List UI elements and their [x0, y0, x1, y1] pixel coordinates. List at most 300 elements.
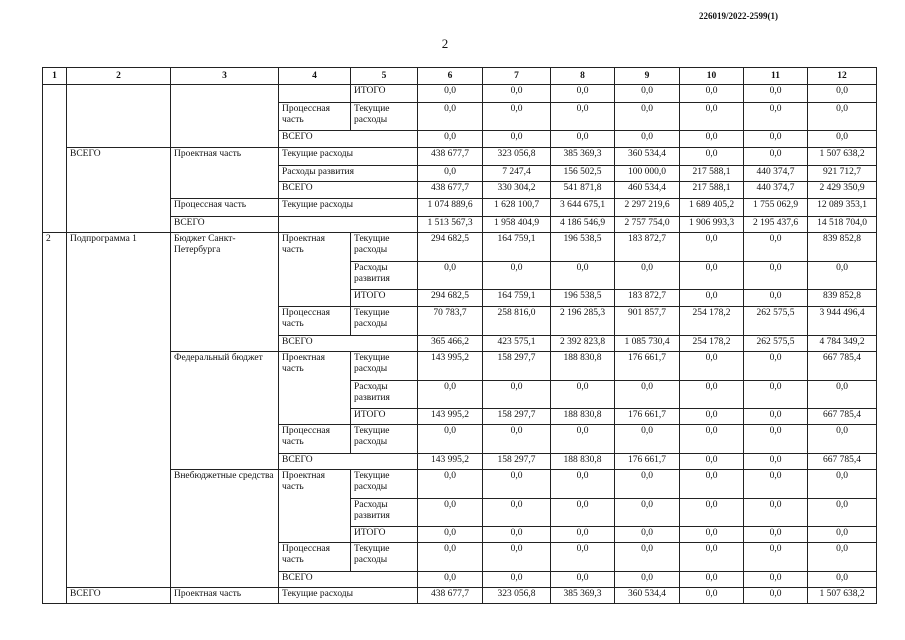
row-label-col3: [171, 499, 279, 527]
value-cell: 143 995,2: [418, 409, 483, 425]
row-label-col4: [279, 381, 351, 409]
value-cell: 667 785,4: [808, 454, 877, 470]
header-cell: 9: [615, 68, 680, 85]
value-cell: 164 759,1: [483, 233, 551, 262]
value-cell: 262 575,5: [744, 336, 808, 352]
value-cell: 70 783,7: [418, 307, 483, 336]
value-cell: 440 374,7: [744, 166, 808, 182]
value-cell: 0,0: [808, 131, 877, 148]
table-row: [43, 572, 877, 588]
value-cell: 0,0: [615, 543, 680, 572]
table-row: [43, 425, 877, 454]
value-cell: 262 575,5: [744, 307, 808, 336]
row-label-col4: ВСЕГО: [279, 572, 418, 588]
row-label-col1: [43, 425, 67, 454]
row-label-col4: [279, 527, 351, 543]
row-label-col4: Текущие расходы: [279, 148, 418, 166]
row-label-col4: Проектная часть: [279, 352, 351, 381]
table-row: [43, 166, 877, 182]
value-cell: 440 374,7: [744, 182, 808, 199]
row-label-col1: [43, 217, 67, 233]
row-label-col2: ВСЕГО: [67, 148, 171, 166]
value-cell: 0,0: [551, 470, 615, 499]
row-label-col3: [171, 336, 279, 352]
value-cell: 0,0: [483, 543, 551, 572]
value-cell: 423 575,1: [483, 336, 551, 352]
row-label-col3: [171, 103, 279, 131]
value-cell: 196 538,5: [551, 233, 615, 262]
value-cell: 0,0: [615, 131, 680, 148]
header-cell: 4: [279, 68, 351, 85]
value-cell: 2 195 437,6: [744, 217, 808, 233]
value-cell: 2 392 823,8: [551, 336, 615, 352]
row-label-col2: [67, 527, 171, 543]
value-cell: 0,0: [744, 470, 808, 499]
value-cell: 0,0: [418, 131, 483, 148]
row-label-col5: ИТОГО: [351, 527, 418, 543]
value-cell: 254 178,2: [680, 307, 744, 336]
row-label-col2: [67, 381, 171, 409]
value-cell: 0,0: [615, 527, 680, 543]
value-cell: 0,0: [744, 381, 808, 409]
value-cell: 183 872,7: [615, 233, 680, 262]
value-cell: 0,0: [744, 233, 808, 262]
row-label-col4: Проектная часть: [279, 470, 351, 499]
value-cell: 839 852,8: [808, 233, 877, 262]
value-cell: 2 757 754,0: [615, 217, 680, 233]
row-label-col4: Текущие расходы: [279, 199, 418, 217]
table-row: [43, 307, 877, 336]
table-row: [43, 336, 877, 352]
value-cell: 0,0: [680, 381, 744, 409]
value-cell: 0,0: [680, 543, 744, 572]
value-cell: 1 085 730,4: [615, 336, 680, 352]
row-label-col5: Текущие расходы: [351, 233, 418, 262]
row-label-col1: [43, 85, 67, 103]
value-cell: 2 196 285,3: [551, 307, 615, 336]
row-label-col4: [279, 290, 351, 307]
value-cell: 0,0: [615, 425, 680, 454]
value-cell: 0,0: [483, 103, 551, 131]
value-cell: 0,0: [615, 470, 680, 499]
row-label-col4: [279, 217, 418, 233]
value-cell: 0,0: [744, 543, 808, 572]
value-cell: 0,0: [680, 470, 744, 499]
value-cell: 0,0: [615, 572, 680, 588]
value-cell: 0,0: [680, 352, 744, 381]
value-cell: 438 677,7: [418, 182, 483, 199]
row-label-col3: [171, 454, 279, 470]
value-cell: 0,0: [808, 103, 877, 131]
value-cell: 541 871,8: [551, 182, 615, 199]
value-cell: 921 712,7: [808, 166, 877, 182]
value-cell: 0,0: [744, 454, 808, 470]
value-cell: 0,0: [551, 499, 615, 527]
value-cell: 0,0: [551, 262, 615, 290]
value-cell: 0,0: [680, 425, 744, 454]
table-row: [43, 131, 877, 148]
value-cell: 217 588,1: [680, 182, 744, 199]
row-label-col5: Текущие расходы: [351, 352, 418, 381]
table-row: [43, 217, 877, 233]
value-cell: 0,0: [808, 572, 877, 588]
row-label-col1: [43, 103, 67, 131]
value-cell: 438 677,7: [418, 148, 483, 166]
row-label-col3: ВСЕГО: [171, 217, 279, 233]
value-cell: 0,0: [680, 148, 744, 166]
row-label-col1: [43, 182, 67, 199]
value-cell: 0,0: [808, 262, 877, 290]
value-cell: 176 661,7: [615, 454, 680, 470]
row-label-col3: [171, 527, 279, 543]
row-label-col4: Процессная часть: [279, 425, 351, 454]
value-cell: 0,0: [744, 85, 808, 103]
row-label-col2: [67, 470, 171, 499]
table-row: [43, 588, 877, 604]
table-row: [43, 409, 877, 425]
value-cell: 330 304,2: [483, 182, 551, 199]
row-label-col2: [67, 409, 171, 425]
row-label-col1: 2: [43, 233, 67, 262]
row-label-col3: [171, 262, 279, 290]
value-cell: 0,0: [483, 262, 551, 290]
table-row: [43, 381, 877, 409]
table-row: [43, 85, 877, 103]
row-label-col2: [67, 336, 171, 352]
row-label-col1: [43, 166, 67, 182]
value-cell: 12 089 353,1: [808, 199, 877, 217]
row-label-col3: [171, 307, 279, 336]
value-cell: 0,0: [418, 103, 483, 131]
value-cell: 901 857,7: [615, 307, 680, 336]
document-number: 226019/2022-2599(1): [699, 11, 778, 21]
row-label-col5: ИТОГО: [351, 409, 418, 425]
row-label-col1: [43, 290, 67, 307]
row-label-col3: [171, 290, 279, 307]
value-cell: 1 074 889,6: [418, 199, 483, 217]
value-cell: 0,0: [744, 425, 808, 454]
row-label-col2: [67, 425, 171, 454]
row-label-col2: [67, 454, 171, 470]
value-cell: 143 995,2: [418, 352, 483, 381]
value-cell: 0,0: [551, 543, 615, 572]
row-label-col4: [279, 85, 351, 103]
row-label-col1: [43, 588, 67, 604]
value-cell: 360 534,4: [615, 588, 680, 604]
table-row: [43, 148, 877, 166]
row-label-col1: [43, 572, 67, 588]
value-cell: 1 755 062,9: [744, 199, 808, 217]
value-cell: 385 369,3: [551, 148, 615, 166]
value-cell: 258 816,0: [483, 307, 551, 336]
value-cell: 0,0: [744, 352, 808, 381]
row-label-col3: [171, 572, 279, 588]
row-label-col3: [171, 409, 279, 425]
row-label-col1: [43, 148, 67, 166]
value-cell: 294 682,5: [418, 290, 483, 307]
header-cell: 7: [483, 68, 551, 85]
value-cell: 183 872,7: [615, 290, 680, 307]
value-cell: 0,0: [483, 572, 551, 588]
row-label-col4: Процессная часть: [279, 103, 351, 131]
value-cell: 3 644 675,1: [551, 199, 615, 217]
value-cell: 1 906 993,3: [680, 217, 744, 233]
row-label-col2: ВСЕГО: [67, 588, 171, 604]
value-cell: 0,0: [744, 527, 808, 543]
value-cell: 323 056,8: [483, 148, 551, 166]
value-cell: 158 297,7: [483, 352, 551, 381]
value-cell: 176 661,7: [615, 352, 680, 381]
value-cell: 839 852,8: [808, 290, 877, 307]
value-cell: 0,0: [615, 262, 680, 290]
value-cell: 0,0: [808, 470, 877, 499]
value-cell: 1 507 638,2: [808, 588, 877, 604]
value-cell: 323 056,8: [483, 588, 551, 604]
row-label-col2: [67, 103, 171, 131]
row-label-col1: [43, 199, 67, 217]
header-cell: 5: [351, 68, 418, 85]
value-cell: 164 759,1: [483, 290, 551, 307]
value-cell: 0,0: [744, 499, 808, 527]
row-label-col3: Проектная часть: [171, 588, 279, 604]
value-cell: 176 661,7: [615, 409, 680, 425]
row-label-col2: [67, 499, 171, 527]
value-cell: 0,0: [418, 527, 483, 543]
value-cell: 0,0: [680, 262, 744, 290]
value-cell: 0,0: [551, 131, 615, 148]
row-label-col1: [43, 336, 67, 352]
value-cell: 0,0: [551, 425, 615, 454]
row-label-col3: Бюджет Санкт-Петербурга: [171, 233, 279, 262]
row-label-col4: ВСЕГО: [279, 131, 418, 148]
header-cell: 6: [418, 68, 483, 85]
row-label-col3: [171, 85, 279, 103]
value-cell: 0,0: [808, 425, 877, 454]
row-label-col3: Внебюджетные средства: [171, 470, 279, 499]
value-cell: 254 178,2: [680, 336, 744, 352]
value-cell: 0,0: [680, 499, 744, 527]
header-cell: 2: [67, 68, 171, 85]
value-cell: 2 297 219,6: [615, 199, 680, 217]
header-cell: 10: [680, 68, 744, 85]
value-cell: 0,0: [551, 572, 615, 588]
value-cell: 0,0: [418, 543, 483, 572]
row-label-col4: Текущие расходы: [279, 588, 418, 604]
row-label-col2: [67, 262, 171, 290]
row-label-col5: ИТОГО: [351, 85, 418, 103]
row-label-col3: Процессная часть: [171, 199, 279, 217]
row-label-col5: Текущие расходы: [351, 470, 418, 499]
value-cell: 0,0: [418, 425, 483, 454]
value-cell: 0,0: [808, 381, 877, 409]
value-cell: 4 186 546,9: [551, 217, 615, 233]
row-label-col2: [67, 85, 171, 103]
row-label-col1: [43, 499, 67, 527]
row-label-col3: [171, 131, 279, 148]
value-cell: 1 628 100,7: [483, 199, 551, 217]
value-cell: 1 958 404,9: [483, 217, 551, 233]
value-cell: 0,0: [808, 527, 877, 543]
value-cell: 188 830,8: [551, 352, 615, 381]
value-cell: 0,0: [483, 381, 551, 409]
value-cell: 0,0: [418, 572, 483, 588]
row-label-col1: [43, 470, 67, 499]
row-label-col2: [67, 572, 171, 588]
table-row: [43, 199, 877, 217]
value-cell: 14 518 704,0: [808, 217, 877, 233]
value-cell: 0,0: [615, 499, 680, 527]
value-cell: 156 502,5: [551, 166, 615, 182]
row-label-col3: [171, 425, 279, 454]
value-cell: 1 513 567,3: [418, 217, 483, 233]
value-cell: 0,0: [551, 381, 615, 409]
row-label-col5: Расходы развития: [351, 499, 418, 527]
row-label-col3: [171, 381, 279, 409]
value-cell: 385 369,3: [551, 588, 615, 604]
table-row: [43, 352, 877, 381]
value-cell: 1 689 405,2: [680, 199, 744, 217]
value-cell: 0,0: [483, 425, 551, 454]
value-cell: 460 534,4: [615, 182, 680, 199]
value-cell: 294 682,5: [418, 233, 483, 262]
row-label-col4: [279, 409, 351, 425]
table-body: [43, 68, 877, 604]
table-row: [43, 103, 877, 131]
value-cell: 0,0: [551, 103, 615, 131]
table-row: [43, 527, 877, 543]
header-cell: 3: [171, 68, 279, 85]
row-label-col1: [43, 543, 67, 572]
row-label-col4: Процессная часть: [279, 543, 351, 572]
row-label-col4: Процессная часть: [279, 307, 351, 336]
row-label-col2: [67, 166, 171, 182]
value-cell: 0,0: [744, 262, 808, 290]
row-label-col1: [43, 131, 67, 148]
value-cell: 0,0: [808, 85, 877, 103]
value-cell: 0,0: [744, 103, 808, 131]
value-cell: 0,0: [744, 290, 808, 307]
row-label-col5: Текущие расходы: [351, 307, 418, 336]
table-row: [43, 182, 877, 199]
value-cell: 188 830,8: [551, 409, 615, 425]
value-cell: 0,0: [615, 103, 680, 131]
row-label-col5: Текущие расходы: [351, 103, 418, 131]
value-cell: 0,0: [680, 527, 744, 543]
value-cell: 217 588,1: [680, 166, 744, 182]
table-row: [43, 454, 877, 470]
value-cell: 0,0: [744, 148, 808, 166]
value-cell: 0,0: [744, 131, 808, 148]
value-cell: 0,0: [483, 499, 551, 527]
value-cell: 196 538,5: [551, 290, 615, 307]
row-label-col2: [67, 307, 171, 336]
row-label-col4: ВСЕГО: [279, 336, 418, 352]
row-label-col2: [67, 290, 171, 307]
value-cell: 0,0: [680, 103, 744, 131]
table-row: [43, 290, 877, 307]
table-row: [43, 233, 877, 262]
value-cell: 0,0: [483, 527, 551, 543]
page-number: 2: [441, 36, 449, 51]
value-cell: 1 507 638,2: [808, 148, 877, 166]
value-cell: 0,0: [808, 543, 877, 572]
row-label-col4: ВСЕГО: [279, 454, 418, 470]
value-cell: 0,0: [615, 381, 680, 409]
value-cell: 0,0: [744, 409, 808, 425]
table-row: [43, 499, 877, 527]
value-cell: 0,0: [680, 572, 744, 588]
value-cell: 3 944 496,4: [808, 307, 877, 336]
row-label-col5: Текущие расходы: [351, 425, 418, 454]
value-cell: 667 785,4: [808, 409, 877, 425]
value-cell: 0,0: [680, 85, 744, 103]
value-cell: 0,0: [418, 85, 483, 103]
row-label-col3: [171, 166, 279, 182]
row-label-col2: [67, 199, 171, 217]
row-label-col4: ВСЕГО: [279, 182, 418, 199]
value-cell: 4 784 349,2: [808, 336, 877, 352]
value-cell: 100 000,0: [615, 166, 680, 182]
value-cell: 143 995,2: [418, 454, 483, 470]
header-cell: 12: [808, 68, 877, 85]
row-label-col1: [43, 381, 67, 409]
value-cell: 360 534,4: [615, 148, 680, 166]
row-label-col4: [279, 499, 351, 527]
value-cell: 158 297,7: [483, 454, 551, 470]
header-cell: 1: [43, 68, 67, 85]
row-label-col5: Расходы развития: [351, 262, 418, 290]
value-cell: 0,0: [680, 454, 744, 470]
header-row: [43, 68, 877, 85]
row-label-col5: ИТОГО: [351, 290, 418, 307]
row-label-col2: [67, 131, 171, 148]
value-cell: 2 429 350,9: [808, 182, 877, 199]
value-cell: 0,0: [680, 131, 744, 148]
header-cell: 11: [744, 68, 808, 85]
value-cell: 0,0: [418, 262, 483, 290]
value-cell: 0,0: [418, 470, 483, 499]
row-label-col3: [171, 543, 279, 572]
budget-table: [42, 67, 877, 604]
value-cell: 0,0: [615, 85, 680, 103]
row-label-col1: [43, 454, 67, 470]
value-cell: 0,0: [680, 409, 744, 425]
value-cell: 0,0: [483, 131, 551, 148]
value-cell: 0,0: [744, 572, 808, 588]
value-cell: 0,0: [418, 499, 483, 527]
value-cell: 0,0: [551, 85, 615, 103]
header-cell: 8: [551, 68, 615, 85]
value-cell: 0,0: [744, 588, 808, 604]
row-label-col1: [43, 527, 67, 543]
row-label-col1: [43, 409, 67, 425]
row-label-col4: [279, 262, 351, 290]
value-cell: 0,0: [680, 588, 744, 604]
row-label-col2: [67, 217, 171, 233]
value-cell: 0,0: [680, 233, 744, 262]
value-cell: 0,0: [418, 166, 483, 182]
table-row: [43, 262, 877, 290]
row-label-col4: Проектная часть: [279, 233, 351, 262]
value-cell: 0,0: [483, 470, 551, 499]
row-label-col2: [67, 543, 171, 572]
value-cell: 438 677,7: [418, 588, 483, 604]
value-cell: 0,0: [418, 381, 483, 409]
value-cell: 365 466,2: [418, 336, 483, 352]
value-cell: 0,0: [483, 85, 551, 103]
value-cell: 188 830,8: [551, 454, 615, 470]
row-label-col2: [67, 182, 171, 199]
